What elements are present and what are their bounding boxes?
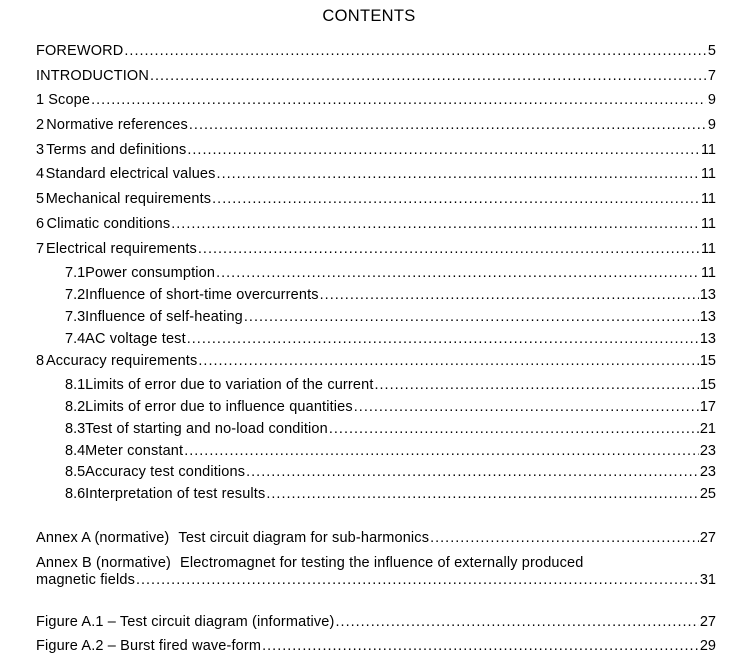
toc-page-number: 11: [700, 142, 716, 158]
toc-entry-text: Scope: [48, 92, 91, 108]
toc-leader: [124, 41, 706, 61]
toc-entry-8[interactable]: [36, 351, 716, 371]
toc-entry-number: 4: [36, 166, 45, 182]
toc-leader: [189, 115, 706, 135]
toc-entry-4[interactable]: [36, 164, 716, 184]
toc-entry-text: Accuracy test conditions: [85, 464, 246, 480]
toc-page-number: 17: [699, 399, 716, 415]
toc-entry-8-5[interactable]: [65, 462, 716, 482]
toc-entry-3[interactable]: [36, 140, 716, 160]
toc-leader: [91, 90, 706, 110]
toc-leader: [187, 329, 699, 349]
contents-title: CONTENTS: [322, 7, 416, 25]
toc-entry-7-2[interactable]: [65, 285, 716, 305]
toc-page-number: 29: [699, 638, 716, 654]
toc-leader: [198, 351, 698, 371]
toc-entry-number: 5: [36, 191, 45, 207]
toc-page-number: 11: [700, 166, 716, 182]
toc-leader: [171, 214, 700, 234]
toc-page-number: 13: [699, 331, 716, 347]
toc-entry-5[interactable]: [36, 189, 716, 209]
toc-leader: [262, 636, 699, 656]
toc-leader: [329, 419, 699, 439]
toc-entry-text: Terms and definitions: [46, 142, 187, 158]
toc-entry-7-1[interactable]: [65, 263, 716, 283]
toc-leader: [320, 285, 699, 305]
toc-page-number: 11: [700, 216, 716, 232]
toc-entry-2[interactable]: [36, 115, 716, 135]
toc-entry-number: 7.2: [65, 287, 86, 303]
toc-leader: [430, 528, 699, 548]
toc-entry-8-2[interactable]: [65, 397, 716, 417]
toc-leader: [150, 66, 706, 86]
toc-entry-text: FOREWORD: [36, 43, 124, 59]
annex-label: Annex A (normative): [36, 530, 170, 546]
toc-page-number: 15: [699, 377, 716, 393]
toc-entry-7-3[interactable]: [65, 307, 716, 327]
toc-entry-text: Meter constant: [85, 443, 184, 459]
toc-page-number: 23: [699, 443, 716, 459]
toc-entry-number: 8.2: [65, 399, 86, 415]
toc-entry-text: INTRODUCTION: [36, 68, 149, 84]
toc-entry-number: 2: [36, 117, 45, 133]
toc-entry-number: 7.1: [65, 265, 86, 281]
toc-entry-7-4[interactable]: [65, 329, 716, 349]
toc-entry-8-4[interactable]: [65, 441, 716, 461]
annex-title-continued: magnetic fields: [36, 572, 135, 588]
toc-entry-number: 8.1: [65, 377, 86, 393]
toc-entry-6[interactable]: [36, 214, 716, 234]
toc-entry-8-1[interactable]: [65, 375, 716, 395]
toc-annex-a[interactable]: [36, 528, 716, 548]
toc-page-number: 9: [707, 92, 716, 108]
toc-entry-number: 8.6: [65, 486, 86, 502]
toc-leader: [184, 441, 699, 461]
toc-entry-text: Climatic conditions: [46, 216, 171, 232]
toc-page-number: 11: [700, 241, 716, 257]
toc-entry-number: 8.3: [65, 421, 86, 437]
toc-leader: [216, 263, 700, 283]
figure-title: Figure A.1 – Test circuit diagram (informative): [36, 614, 335, 630]
toc-entry-text: Electrical requirements: [45, 241, 197, 257]
toc-entry-number: 3: [36, 142, 45, 158]
toc-entry-number: 8: [36, 353, 45, 369]
toc-page-number: 5: [707, 43, 716, 59]
toc-figure-a2[interactable]: [36, 636, 716, 656]
toc-page-number: 13: [699, 287, 716, 303]
toc-entry-text: Influence of self-heating: [85, 309, 243, 325]
annex-label: Annex B (normative): [36, 555, 172, 571]
toc-annex-b-line2[interactable]: [36, 570, 716, 590]
toc-page-number: 9: [707, 117, 716, 133]
toc-leader: [187, 140, 700, 160]
toc-page-number: 25: [699, 486, 716, 502]
toc-leader: [198, 239, 700, 259]
toc-entry-8-6[interactable]: [65, 484, 716, 504]
toc-entry-text: Test of starting and no-load condition: [85, 421, 328, 437]
toc-entry-number: 8.5: [65, 464, 86, 480]
toc-page-number: 11: [700, 265, 716, 281]
toc-page-number: 27: [699, 530, 716, 546]
toc-entry-text: Mechanical requirements: [45, 191, 212, 207]
toc-leader: [212, 189, 700, 209]
toc-page-number: 21: [699, 421, 716, 437]
toc-entry-number: 7.4: [65, 331, 86, 347]
toc-page-number: 11: [700, 191, 716, 207]
toc-entry-text: AC voltage test: [85, 331, 186, 347]
toc-entry-text: Limits of error due to variation of the current: [85, 377, 374, 393]
toc-entry-number: 7: [36, 241, 45, 257]
toc-entry-text: Interpretation of test results: [85, 486, 266, 502]
figure-title: Figure A.2 – Burst fired wave-form: [36, 638, 262, 654]
toc-entry-number: 6: [36, 216, 45, 232]
toc-entry-number: 1: [36, 92, 45, 108]
toc-leader: [336, 612, 699, 632]
toc-entry-introduction[interactable]: [36, 66, 716, 86]
toc-entry-7[interactable]: [36, 239, 716, 259]
toc-entry-text: Standard electrical values: [45, 166, 216, 182]
toc-entry-number: 8.4: [65, 443, 86, 459]
toc-entry-text: Accuracy requirements: [45, 353, 198, 369]
toc-entry-foreword[interactable]: [36, 41, 716, 61]
toc-entry-8-3[interactable]: [65, 419, 716, 439]
toc-page-number: 15: [699, 353, 716, 369]
toc-leader: [266, 484, 698, 504]
annex-title: Test circuit diagram for sub-harmonics: [178, 530, 430, 546]
toc-entry-text: Limits of error due to influence quantities: [85, 399, 353, 415]
toc-leader: [136, 570, 699, 590]
annex-title: Electromagnet for testing the influence of externally produced: [180, 555, 584, 571]
toc-page-number: 31: [699, 572, 716, 588]
toc-leader: [244, 307, 699, 327]
toc-leader: [354, 397, 699, 417]
toc-page-number: 27: [699, 614, 716, 630]
toc-page-number: 13: [699, 309, 716, 325]
toc-leader: [375, 375, 699, 395]
toc-entry-text: Power consumption: [85, 265, 216, 281]
toc-figure-a1[interactable]: [36, 612, 716, 632]
toc-entry-text: Normative references: [46, 117, 188, 133]
toc-page-number: 23: [699, 464, 716, 480]
toc-entry-number: 7.3: [65, 309, 86, 325]
toc-page-number: 7: [707, 68, 716, 84]
toc-entry-text: Influence of short-time overcurrents: [85, 287, 319, 303]
toc-leader: [217, 164, 700, 184]
toc-entry-1[interactable]: [36, 90, 716, 110]
toc-leader: [246, 462, 699, 482]
